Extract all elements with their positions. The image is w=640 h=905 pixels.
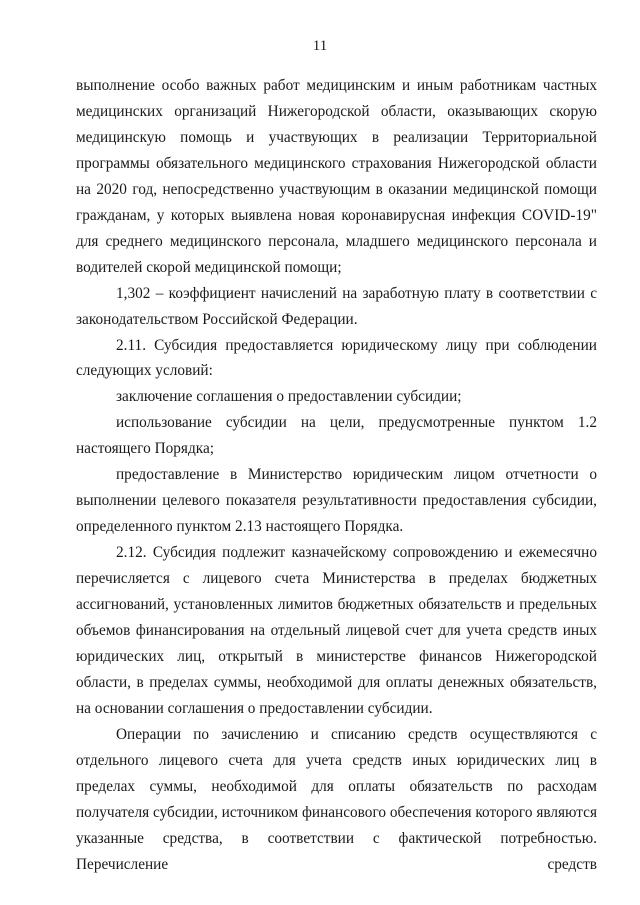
page-number: 11: [312, 38, 328, 54]
paragraph: выполнение особо важных работ медицинским и иным работникам частных медицинских организаций Нижегородской области, оказывающих скорую медицинскую помощь и участвующих в реализации Территориальной программы обязательного медицинского страхования Нижегородской области на 2020 год, непосредственно участвующим в оказании медицинской помощи гражданам, у которых выявлена новая коронавирусная инфекция COVID-19" для среднего медицинского персонала, младшего медицинского персонала и водителей скорой медицинской помощи;: [76, 77, 597, 276]
paragraph: предоставление в Министерство юридическим лицом отчетности о выполнении целевого показателя результативности предоставления субсидии, определенного пунктом 2.13 настоящего Порядка.: [76, 466, 597, 536]
document-body: [76, 73, 597, 878]
paragraph: 2.11. Субсидия предоставляется юридическому лицу при соблюдении следующих условий:: [76, 336, 597, 380]
paragraph: Операции по зачислению и списанию средств осуществляются с отдельного лицевого счета для учета средств иных юридических лиц в пределах суммы, необходимой для оплаты обязательств по расходам получателя субсидии, источником финансового обеспечения которого являются указанные средства, в соответствии с фактической потребностью. Перечисление средств: [76, 725, 597, 873]
paragraph: 1,302 – коэффициент начислений на заработную плату в соответствии с законодательством Российской Федерации.: [76, 284, 597, 328]
paragraph: 2.12. Субсидия подлежит казначейскому сопровождению и ежемесячно перечисляется с лицевого счета Министерства в пределах бюджетных ассигнований, установленных лимитов бюджетных обязательств и предельных объемов финансирования на отдельный лицевой счет для учета средств иных юридических лиц, открытый в министерстве финансов Нижегородской области, в пределах суммы, необходимой для оплаты денежных обязательств, на основании соглашения о предоставлении субсидии.: [76, 544, 597, 717]
paragraph: заключение соглашения о предоставлении субсидии;: [116, 388, 462, 406]
paragraph: использование субсидии на цели, предусмотренные пунктом 1.2 настоящего Порядка;: [76, 414, 597, 458]
